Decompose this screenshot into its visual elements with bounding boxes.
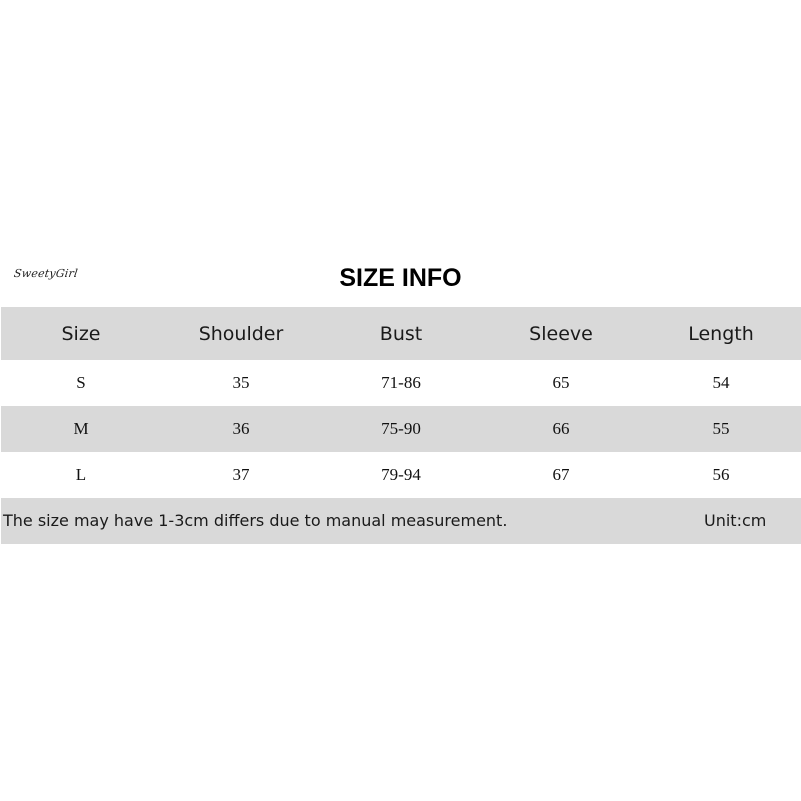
- measurement-note: The size may have 1-3cm differs due to manual measurement.: [3, 511, 508, 530]
- header-shoulder: Shoulder: [198, 322, 284, 345]
- cell-length: 54: [712, 373, 730, 392]
- header-bust: Bust: [379, 322, 423, 345]
- table-header-row: [1, 307, 801, 360]
- cell-size: L: [75, 465, 87, 484]
- size-table: [1, 307, 801, 544]
- table-footer: [1, 498, 801, 544]
- cell-size: S: [76, 373, 86, 392]
- cell-length: 56: [712, 465, 730, 484]
- brand-logo: SweetyGirl: [13, 267, 79, 280]
- table-row: [1, 406, 801, 452]
- table-row: [1, 360, 801, 406]
- header-sleeve: Sleeve: [529, 322, 593, 345]
- table-row: [1, 452, 801, 498]
- unit-label: Unit:cm: [704, 511, 767, 530]
- cell-sleeve: 65: [552, 373, 570, 392]
- header-size: Size: [61, 322, 101, 345]
- header-length: Length: [688, 322, 754, 345]
- cell-size: M: [73, 419, 89, 438]
- cell-bust: 71-86: [381, 373, 421, 392]
- cell-bust: 75-90: [381, 419, 421, 438]
- page-title: SIZE INFO: [339, 264, 462, 292]
- cell-bust: 79-94: [381, 465, 421, 484]
- cell-shoulder: 36: [232, 419, 250, 438]
- cell-length: 55: [712, 419, 730, 438]
- cell-sleeve: 67: [552, 465, 570, 484]
- cell-sleeve: 66: [552, 419, 570, 438]
- cell-shoulder: 35: [232, 373, 250, 392]
- cell-shoulder: 37: [232, 465, 250, 484]
